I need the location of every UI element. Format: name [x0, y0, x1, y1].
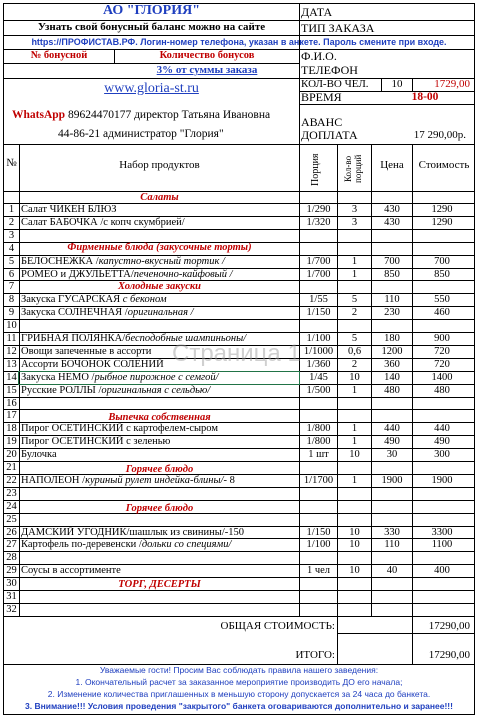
row-number[interactable]: 26 [6, 527, 17, 538]
cell-price[interactable]: 1900 [381, 475, 403, 486]
row-number[interactable]: 24 [6, 501, 17, 512]
cell-name[interactable] [21, 398, 299, 409]
cell-price[interactable]: 40 [386, 565, 398, 576]
row-number[interactable]: 31 [6, 591, 17, 602]
cell-qty[interactable]: 1 [351, 423, 358, 434]
selected-cell[interactable] [19, 372, 299, 384]
item-name: Ассорти БОЧОНОК СОЛЕНИЙ [21, 359, 164, 370]
cell-cost[interactable]: 1900 [431, 475, 453, 486]
cell-qty[interactable]: 0,6 [347, 346, 362, 357]
cell-price[interactable]: 1200 [381, 346, 403, 357]
cell-name[interactable] [21, 436, 299, 447]
item-suffix: - 8 [223, 475, 235, 486]
cell-price[interactable]: 140 [384, 372, 400, 383]
cell-portion[interactable] [300, 230, 337, 241]
cell-qty[interactable] [338, 243, 371, 254]
cell-price[interactable] [372, 591, 412, 602]
cell-cost[interactable]: 3300 [431, 527, 453, 538]
footer-line-3: 2. Изменение количества приглашенных в меньшую сторону допускается за 24 часа до банкета. [47, 689, 431, 699]
item-name: Соусы в ассортименте [21, 565, 121, 576]
order-type-label: ТИП ЗАКАЗА [301, 21, 375, 35]
item-name: ДАМСКИЙ УГОДНИК/шашлык из свинины/-150 [21, 527, 244, 538]
row-number[interactable]: 19 [6, 436, 17, 447]
whatsapp-text: 89624470177 директор Татьяна Ивановна [65, 109, 271, 121]
cell-cost[interactable]: 900 [434, 333, 450, 344]
cell-cost[interactable] [413, 462, 471, 473]
item-name: БЕЛОСНЕЖКА / [21, 256, 99, 267]
cell-qty[interactable] [338, 462, 371, 473]
item-description: с беконом [122, 294, 167, 305]
itogo-label: ИТОГО: [295, 649, 335, 661]
cell-cost[interactable]: 550 [434, 294, 450, 305]
row-number[interactable]: 23 [6, 488, 17, 499]
cell-cost[interactable] [413, 591, 471, 602]
total-label: ОБЩАЯ СТОИМОСТЬ: [220, 620, 335, 632]
cell-qty[interactable] [338, 230, 371, 241]
row-number[interactable]: 4 [8, 243, 15, 254]
cell-price[interactable] [372, 604, 412, 615]
cell-portion[interactable] [300, 243, 337, 254]
row-number[interactable]: 15 [6, 385, 17, 396]
cell-price[interactable]: 480 [384, 385, 400, 396]
item-name: НАПОЛЕОН / [21, 475, 86, 486]
bonus-qty-label: Количество бонусов [159, 50, 255, 61]
cell-name[interactable] [21, 488, 299, 499]
cell-price[interactable]: 850 [384, 269, 400, 280]
section-hot-1: Горячее блюдо [125, 464, 194, 475]
cell-qty[interactable]: 2 [351, 307, 358, 318]
surcharge-value: 17 290,00р. [413, 129, 466, 141]
cell-price[interactable] [372, 398, 412, 409]
cell-cost[interactable]: 490 [434, 436, 450, 447]
cell-name[interactable] [21, 204, 299, 215]
cell-portion[interactable] [300, 578, 337, 589]
company-name: АО "ГЛОРИЯ" [102, 3, 200, 18]
row-number[interactable]: 9 [8, 307, 15, 318]
bonus-line: Узнать свой бонусный баланс можно на сайте [37, 21, 266, 33]
phone-label: ТЕЛЕФОН [301, 63, 358, 77]
cell-cost[interactable] [413, 320, 471, 331]
whatsapp-line [12, 108, 299, 122]
date-label: ДАТА [301, 5, 333, 19]
section-cold: Холодные закуски [117, 281, 202, 292]
cell-price[interactable] [372, 552, 412, 563]
row-number[interactable]: 11 [6, 333, 17, 344]
cell-price[interactable] [372, 410, 412, 421]
cell-price[interactable] [372, 514, 412, 525]
cell-price[interactable]: 110 [384, 539, 400, 550]
item-name: Салат БАБОЧКА /с копч скумбрией/ [21, 217, 185, 228]
item-name: Овощи запеченные в ассорти [21, 346, 152, 357]
cell-qty[interactable] [338, 501, 371, 512]
cell-name[interactable] [21, 423, 299, 434]
cell-qty[interactable]: 5 [351, 294, 358, 305]
cell-portion[interactable]: 1 чел [306, 565, 331, 576]
cell-cost[interactable]: 400 [434, 565, 450, 576]
item-name: Русские РОЛЛЫ / [21, 385, 102, 396]
cell-name[interactable] [21, 449, 299, 460]
cell-portion[interactable]: 1/700 [306, 269, 331, 280]
cell-cost[interactable]: 720 [434, 346, 450, 357]
cell-name[interactable] [21, 320, 299, 331]
row-number[interactable]: 18 [6, 423, 17, 434]
cell-portion[interactable]: 1/800 [306, 423, 331, 434]
whatsapp-label: WhatsApp [12, 109, 66, 121]
item-name: Закуска СОЛНЕЧНАЯ / [21, 307, 128, 318]
cell-name[interactable] [21, 591, 299, 602]
cell-price[interactable] [372, 488, 412, 499]
cell-qty[interactable] [338, 552, 371, 563]
cell-cost[interactable] [413, 281, 471, 292]
col-price-header: Цена [380, 159, 404, 171]
cell-qty[interactable]: 10 [349, 539, 360, 550]
item-name: ГРИБНАЯ ПОЛЯНКА/ [21, 333, 126, 344]
page-watermark: Страница 1 [172, 340, 301, 367]
cell-cost[interactable]: 480 [434, 385, 450, 396]
row-number[interactable]: 16 [6, 398, 17, 409]
item-description: рыбное пирожное с семгой/ [94, 372, 219, 383]
cell-qty[interactable] [338, 320, 371, 331]
cell-portion[interactable] [300, 398, 337, 409]
cell-qty[interactable]: 10 [349, 527, 360, 538]
cell-portion[interactable]: 1/290 [306, 204, 331, 215]
row-number[interactable]: 2 [8, 217, 15, 228]
cell-price[interactable]: 180 [384, 333, 400, 344]
row-number[interactable]: 1 [8, 204, 15, 215]
item-name: Картофель по-деревенски / [21, 539, 142, 550]
cell-qty[interactable] [338, 398, 371, 409]
section-desserts: ТОРГ, ДЕСЕРТЫ [118, 579, 201, 590]
footer-line-1: Уважаемые гости! Просим Вас соблюдать правила нашего заведения: [99, 665, 379, 675]
row-number[interactable]: 6 [8, 269, 15, 280]
itogo-value: 17290,00 [428, 649, 470, 661]
cell-cost[interactable]: 720 [434, 359, 450, 370]
item-name: РОМЕО и ДЖУЛЬЕТТА/ [21, 269, 134, 280]
cell-price[interactable]: 700 [384, 256, 400, 267]
item-description: куриный рулет индейка-блины/ [85, 475, 224, 486]
cell-portion[interactable] [300, 514, 337, 525]
cell-portion[interactable] [300, 410, 337, 421]
cell-cost[interactable]: 460 [434, 307, 450, 318]
cell-qty[interactable]: 1 [351, 256, 358, 267]
cell-price[interactable]: 230 [384, 307, 400, 318]
cell-name[interactable] [21, 307, 299, 318]
row-number[interactable]: 29 [6, 565, 17, 576]
item-name: Салат ЧИКЕН БЛЮЗ [21, 204, 117, 215]
admin-line: 44-86-21 администратор "Глория" [58, 128, 224, 140]
cell-portion[interactable]: 1/800 [306, 436, 331, 447]
item-description: печеночно-кайфовый / [133, 269, 233, 280]
cell-portion[interactable]: 1/150 [306, 307, 331, 318]
section-hot-2: Горячее блюдо [125, 503, 194, 514]
guests-label: КОЛ-ВО ЧЕЛ. [301, 78, 369, 90]
footer-line-4: 3. Внимание!!! Условия проведения "закрытого" банкета оговариваются дополнительно и заранее!!! [25, 701, 453, 711]
cell-portion[interactable] [300, 591, 337, 602]
cell-cost[interactable] [413, 243, 471, 254]
cell-qty[interactable] [338, 488, 371, 499]
cell-portion[interactable]: 1/320 [306, 217, 331, 228]
row-number[interactable]: 30 [6, 578, 17, 589]
bonus-number-label: № бонусной [30, 50, 88, 61]
cell-qty[interactable]: 5 [351, 333, 358, 344]
item-description: оригинальная / [127, 307, 194, 318]
cell-price[interactable] [372, 462, 412, 473]
time-label: ВРЕМЯ [301, 90, 342, 104]
cell-name[interactable] [21, 230, 299, 241]
cell-portion[interactable] [300, 552, 337, 563]
section-salads: Салаты [140, 192, 179, 203]
row-number[interactable]: 3 [8, 230, 15, 241]
item-name: Закуска НЕМО / [21, 372, 95, 383]
cell-portion[interactable]: 1/500 [306, 385, 331, 396]
cell-qty[interactable]: 1 [351, 385, 358, 396]
cell-name[interactable] [21, 256, 299, 267]
row-number[interactable]: 8 [8, 294, 15, 305]
cell-portion[interactable]: 1 шт [308, 449, 329, 460]
cell-price[interactable]: 440 [384, 423, 400, 434]
site-notice[interactable]: https://ПРОФИСТАВ.РФ. Логин-номер телефона, указан в анкете. Пароль смените при входе. [31, 37, 447, 47]
cell-portion[interactable]: 1/700 [306, 256, 331, 267]
cell-portion[interactable] [300, 501, 337, 512]
cell-name[interactable] [21, 539, 299, 550]
col-name-header: Набор продуктов [119, 159, 200, 171]
cell-price[interactable] [372, 578, 412, 589]
cell-qty[interactable]: 1 [351, 269, 358, 280]
cell-price[interactable]: 360 [384, 359, 400, 370]
cell-qty[interactable]: 1 [351, 436, 358, 447]
cell-price[interactable] [372, 281, 412, 292]
cell-qty[interactable]: 3 [351, 204, 358, 215]
cell-name[interactable] [21, 514, 299, 525]
cell-name[interactable] [21, 217, 299, 228]
cell-cost[interactable] [413, 410, 471, 421]
cell-name[interactable] [21, 385, 299, 396]
cell-cost[interactable] [413, 604, 471, 615]
row-number[interactable]: 22 [6, 475, 17, 486]
time-value: 18-00 [411, 91, 439, 103]
row-number[interactable]: 17 [6, 410, 17, 421]
cell-qty[interactable] [338, 514, 371, 525]
cell-portion[interactable] [300, 462, 337, 473]
item-description: дольки со специями/ [141, 539, 232, 550]
cell-price[interactable] [372, 501, 412, 512]
fio-label: Ф.И.О. [301, 50, 337, 63]
cell-qty[interactable]: 10 [349, 372, 360, 383]
cell-price[interactable] [372, 320, 412, 331]
row-number[interactable]: 14 [6, 372, 17, 383]
row-number[interactable]: 20 [6, 449, 17, 460]
item-name: Пирог ОСЕТИНСКИЙ с зеленью [21, 436, 171, 447]
cell-cost[interactable]: 300 [434, 449, 450, 460]
cell-cost[interactable]: 700 [434, 256, 450, 267]
cell-qty[interactable] [338, 410, 371, 421]
cell-qty[interactable]: 10 [349, 449, 360, 460]
cell-price[interactable] [372, 243, 412, 254]
bonus-percent: 3% от суммы заказа [156, 64, 258, 76]
cell-cost[interactable]: 1290 [431, 217, 453, 228]
row-number[interactable]: 13 [6, 359, 17, 370]
cell-name[interactable] [21, 475, 299, 486]
col-cost-header: Стоимость [418, 159, 470, 171]
section-bakery: Выпечка собственная [108, 412, 211, 423]
cell-cost[interactable] [413, 552, 471, 563]
cell-portion[interactable] [300, 488, 337, 499]
total-value: 17290,00 [428, 620, 470, 632]
cell-qty[interactable] [338, 591, 371, 602]
row-number[interactable]: 12 [6, 346, 17, 357]
section-signature: Фирменные блюда (закусочные торты) [67, 242, 252, 253]
cell-portion[interactable]: 1/1000 [303, 346, 334, 357]
col-qty-header: Кол-во порций [343, 154, 363, 184]
cell-cost[interactable]: 1100 [431, 539, 453, 550]
cell-cost[interactable]: 1400 [431, 372, 453, 383]
guests-value: 10 [391, 78, 403, 90]
cell-portion[interactable]: 1/55 [309, 294, 328, 305]
cell-name[interactable] [21, 294, 299, 305]
row-number[interactable]: 28 [6, 552, 17, 563]
row-number[interactable]: 7 [8, 281, 15, 292]
row-number[interactable]: 21 [6, 462, 17, 473]
item-name: Пирог ОСЕТИНСКИЙ с картофелем-сыром [21, 423, 219, 434]
cell-price[interactable]: 330 [384, 527, 400, 538]
item-name: Булочка [21, 449, 57, 460]
cell-name[interactable] [21, 565, 299, 576]
cell-name[interactable] [21, 269, 299, 280]
cell-portion[interactable] [300, 604, 337, 615]
footer-line-2: 1. Окончательный расчет за заказанное мероприятие производить ДО его начала; [75, 677, 403, 687]
cell-price[interactable]: 430 [384, 204, 400, 215]
cell-cost[interactable] [413, 230, 471, 241]
cell-cost[interactable] [413, 578, 471, 589]
row-number[interactable]: 25 [6, 514, 17, 525]
cell-price[interactable]: 110 [384, 294, 400, 305]
cell-price[interactable] [372, 230, 412, 241]
cell-portion[interactable]: 1/45 [309, 372, 328, 383]
col-no-header: № [6, 157, 17, 169]
cell-portion[interactable]: 1/150 [306, 527, 331, 538]
item-name: Закуска ГУСАРСКАЯ [21, 294, 123, 305]
cell-portion[interactable]: 1/360 [306, 359, 331, 370]
website-link[interactable]: www.gloria-st.ru [104, 81, 199, 96]
advance-label: АВАНС [301, 116, 343, 129]
row-number[interactable]: 27 [6, 539, 17, 550]
item-description: бесподобные шампиньоны/ [125, 333, 247, 344]
cell-price[interactable]: 490 [384, 436, 400, 447]
row-number[interactable]: 10 [6, 320, 17, 331]
cell-cost[interactable]: 850 [434, 269, 450, 280]
per-person-value: 1729,00 [434, 78, 470, 90]
cell-name[interactable] [21, 604, 299, 615]
col-portion-header: Порция [310, 153, 321, 187]
cell-qty[interactable]: 2 [351, 359, 358, 370]
cell-cost[interactable] [413, 514, 471, 525]
cell-portion[interactable]: 1/100 [306, 333, 331, 344]
cell-name[interactable] [21, 552, 299, 563]
item-description: капустно-вкусный тортик / [98, 256, 225, 267]
cell-portion[interactable]: 1/100 [306, 539, 331, 550]
cell-cost[interactable]: 1290 [431, 204, 453, 215]
cell-qty[interactable] [338, 604, 371, 615]
cell-qty[interactable] [338, 281, 371, 292]
cell-portion[interactable] [300, 281, 337, 292]
row-number[interactable]: 5 [8, 256, 15, 267]
cell-cost[interactable] [413, 501, 471, 512]
cell-qty[interactable]: 3 [351, 217, 358, 228]
cell-qty[interactable]: 1 [351, 475, 358, 486]
cell-cost[interactable] [413, 488, 471, 499]
row-number[interactable]: 32 [6, 604, 17, 615]
cell-qty[interactable] [338, 578, 371, 589]
cell-name[interactable] [21, 527, 299, 538]
item-description: оригинальная с сельдью/ [101, 385, 211, 396]
cell-cost[interactable] [413, 398, 471, 409]
cell-price[interactable]: 30 [386, 449, 398, 460]
cell-portion[interactable]: 1/1700 [303, 475, 334, 486]
cell-portion[interactable] [300, 320, 337, 331]
cell-price[interactable]: 430 [384, 217, 400, 228]
surcharge-label: ДОПЛАТА [301, 129, 358, 142]
cell-qty[interactable]: 10 [349, 565, 360, 576]
cell-cost[interactable]: 440 [434, 423, 450, 434]
